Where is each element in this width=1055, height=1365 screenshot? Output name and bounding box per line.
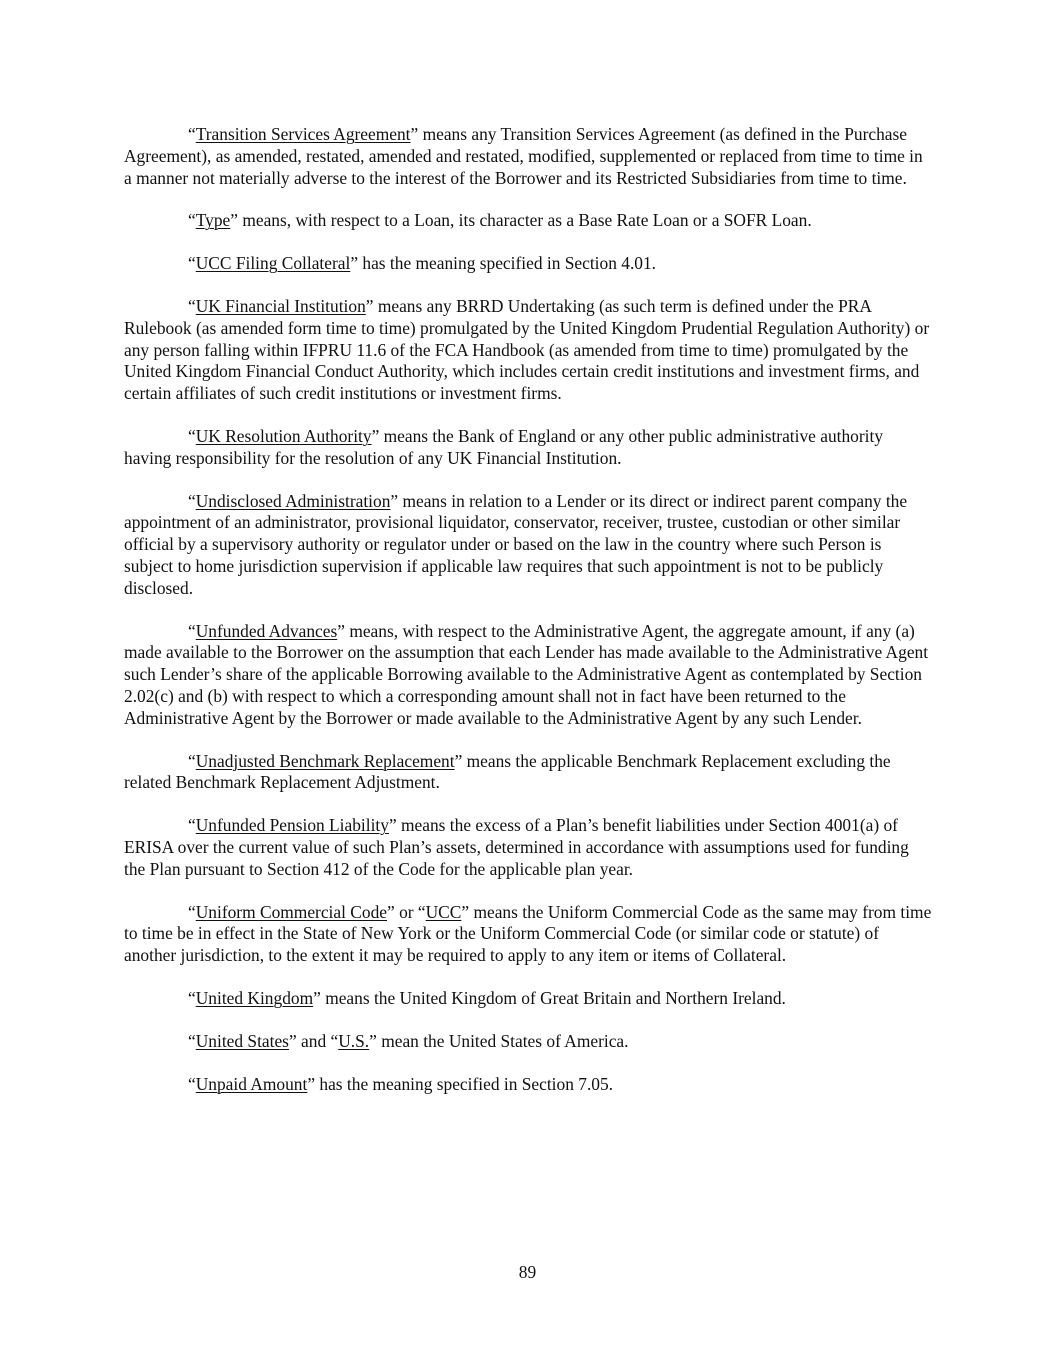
defined-term: Uniform Commercial Code — [195, 901, 387, 922]
quote-text: “ — [188, 901, 196, 922]
definition-uk-financial-institution — [124, 296, 934, 405]
connector-text: ” or “ — [387, 901, 426, 922]
definition-uk-resolution-authority — [124, 426, 934, 470]
page-number: 89 — [518, 1262, 537, 1282]
connector-text: ” and “ — [288, 1030, 339, 1051]
definition-text: ” means the United Kingdom of Great Britain and Northern Ireland. — [313, 987, 786, 1008]
definition-unfunded-advances — [124, 621, 934, 730]
definition-unadjusted-benchmark-replacement — [124, 751, 934, 795]
defined-term: UK Resolution Authority — [195, 425, 372, 446]
defined-term: Unfunded Pension Liability — [195, 815, 389, 836]
defined-term: Unpaid Amount — [195, 1073, 308, 1094]
quote-text: “ — [188, 987, 196, 1008]
definition-text: ” means the applicable Benchmark Replacement excluding the related Benchmark Replacement Adjustment. — [124, 750, 891, 793]
definition-text: ” mean the United States of America. — [369, 1030, 629, 1051]
defined-term: Unadjusted Benchmark Replacement — [195, 750, 455, 771]
definition-text: ” has the meaning specified in Section 4.01. — [350, 253, 657, 274]
definition-text: ” means, with respect to the Administrative Agent, the aggregate amount, if any (a) made available to the Borrower on the assumption that each Lender has made available to the Administrative Agent such Lender’s share of the applicable Borrowing available to the Administrative Agent as contemplated by Section 2.02(c) and (b) with respect to which a corresponding amount shall not in fact have been returned to the Administrative Agent by the Borrower or made available to the Administrative Agent by any such Lender. — [124, 620, 929, 728]
document-page-body — [124, 124, 934, 1116]
definition-text: ” means the Bank of England or any other public administrative authority having responsibility for the resolution of any UK Financial Institution. — [124, 425, 884, 468]
defined-term: UCC Filing Collateral — [195, 253, 351, 274]
defined-term: UK Financial Institution — [195, 295, 366, 316]
quote-text: “ — [188, 425, 196, 446]
defined-term: UCC — [425, 901, 462, 922]
quote-text: “ — [188, 253, 196, 274]
definition-text: ” has the meaning specified in Section 7.05. — [307, 1073, 614, 1094]
definition-united-kingdom — [124, 988, 934, 1010]
defined-term: United Kingdom — [195, 987, 314, 1008]
defined-term: U.S. — [338, 1030, 370, 1051]
quote-text: “ — [188, 1030, 196, 1051]
definition-uniform-commercial-code — [124, 902, 934, 967]
definition-type — [124, 210, 934, 232]
definition-united-states — [124, 1031, 934, 1053]
defined-term: Unfunded Advances — [195, 620, 338, 641]
definition-text: ” means, with respect to a Loan, its character as a Base Rate Loan or a SOFR Loan. — [230, 210, 812, 231]
quote-text: “ — [188, 1073, 196, 1094]
definition-text: ” means any BRRD Undertaking (as such term is defined under the PRA Rulebook (as amended form time to time) promulgated by the United Kingdom Prudential Regulation Authority) or any person falling within IFPRU 11.6 of the FCA Handbook (as amended from time to time) promulgated by the United Kingdom Financial Conduct Authority, which includes certain credit institutions and investment firms, and certain affiliates of such credit institutions or investment firms. — [124, 295, 930, 404]
definition-undisclosed-administration — [124, 491, 934, 600]
definition-text: ” means any Transition Services Agreement (as defined in the Purchase Agreement), as amended, restated, amended and restated, modified, supplemented or replaced from time to time in a manner not materially adverse to the interest of the Borrower and its Restricted Subsidiaries from time to time. — [124, 124, 923, 188]
defined-term: Type — [195, 210, 231, 231]
definition-text: ” means the excess of a Plan’s benefit liabilities under Section 4001(a) of ERISA over the current value of such Plan’s assets, determined in accordance with assumptions used for funding the Plan pursuant to Section 412 of the Code for the applicable plan year. — [124, 815, 909, 879]
defined-term: Undisclosed Administration — [195, 490, 391, 511]
quote-text: “ — [188, 815, 196, 836]
defined-term: Transition Services Agreement — [195, 124, 411, 144]
definition-ucc-filing-collateral — [124, 253, 934, 275]
definition-unpaid-amount — [124, 1074, 934, 1096]
quote-text: “ — [188, 490, 196, 511]
defined-term: United States — [195, 1030, 289, 1051]
definition-text: ” means in relation to a Lender or its direct or indirect parent company the appointment of an administrator, provisional liquidator, conservator, receiver, trustee, custodian or other similar official by a supervisory authority or regulator under or based on the law in the country where such Person is subject to home jurisdiction supervision if applicable law requires that such appointment is not to be publicly disclosed. — [124, 490, 908, 598]
quote-text: “ — [188, 295, 196, 316]
quote-text: “ — [188, 124, 196, 144]
quote-text: “ — [188, 210, 196, 231]
definition-text: ” means the Uniform Commercial Code as the same may from time to time be in effect in the State of New York or the Uniform Commercial Code (or similar code or statute) of another jurisdiction, to the extent it may be required to apply to any item or items of Collateral. — [124, 901, 932, 966]
quote-text: “ — [188, 620, 196, 641]
quote-text: “ — [188, 750, 196, 771]
definition-unfunded-pension-liability — [124, 815, 934, 880]
definition-transition-services-agreement — [124, 124, 934, 189]
